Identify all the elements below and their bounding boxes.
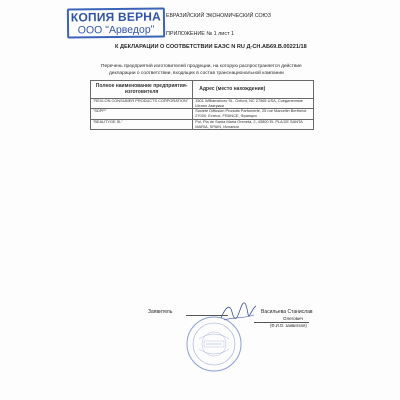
table-row bbox=[91, 99, 314, 109]
applicant-label: Заявитель bbox=[148, 309, 173, 315]
union-heading: ЕВРАЗИЙСКИЙ ЭКОНОМИЧЕСКИЙ СОЮЗ bbox=[166, 13, 271, 19]
appendix-heading: ПРИЛОЖЕНИЕ № 1 лист 1 bbox=[166, 31, 234, 37]
stamp-line-1: КОПИЯ ВЕРНА bbox=[70, 9, 162, 25]
table-row bbox=[91, 120, 314, 130]
manufacturer-address: 1501 Williamsboro St., Oxford, NC 27565 USA, Соединенные Штаты Америки bbox=[193, 99, 314, 109]
applicant-patronymic: Олегович bbox=[283, 316, 303, 321]
copy-certified-stamp bbox=[67, 7, 165, 38]
intro-line-2: декларации о соответствии, входящих в состав транснациональной компании bbox=[109, 71, 284, 76]
declaration-heading: К ДЕКЛАРАЦИИ О СООТВЕТСТВИИ ЕАЭС N RU Д-CH.AБ69.B.00221/18 bbox=[115, 44, 307, 50]
manufacturer-name: "SDPP" bbox=[91, 109, 193, 120]
manufacturers-table bbox=[90, 80, 314, 130]
intro-line-1: Перечень предприятий изготовителей продукции, на которую распространяется действие bbox=[101, 64, 302, 69]
column-header-address: Адрес (место нахождения) bbox=[193, 81, 314, 99]
company-seal bbox=[185, 315, 243, 373]
applicant-caption: (Ф.И.О. заявителя) bbox=[270, 323, 307, 328]
table-row bbox=[91, 109, 314, 120]
manufacturer-address: Pol. Pla de Santa Maria Orenetà, 2, 43800 EL PLA DE SANTA MARIA, SPAIN, Испания bbox=[193, 120, 314, 130]
manufacturer-name: "BEAUTYGE SL" bbox=[91, 120, 193, 130]
column-header-name: Полное наименование предприятия-изготовителя bbox=[91, 81, 193, 99]
table-header-row bbox=[91, 81, 314, 99]
stamp-line-2: ООО "Арведор" bbox=[77, 23, 155, 37]
manufacturer-name: "REVLON CONSUMER PRODUCTS CORPORATION" bbox=[91, 99, 193, 109]
manufacturer-address: Société Diffusion Produits Parfumerie, 25 rue Marcellin Berthelot 27000, Evreux, FRANCE, Франция bbox=[193, 109, 314, 120]
applicant-name: Васильева Станислав bbox=[261, 309, 313, 315]
